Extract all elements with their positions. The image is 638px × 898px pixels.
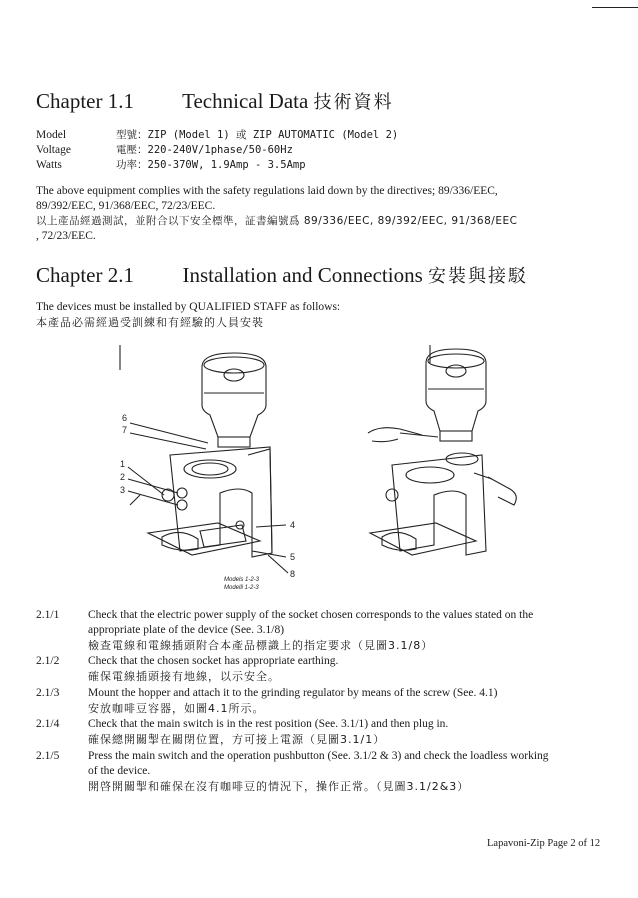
compliance-line-cn: , 72/23/EEC. [36,230,96,242]
step-text: Check that the main switch is in the rest position (See. 3.1/1) and then plug in. [88,718,449,730]
compliance-line-cn: 以上產品經過測試，並附合以下安全標準，証書編號爲 89/336/EEC, 89/392/EEC, 91/368/EEC [36,215,518,227]
spec-value: 電壓：220-240V/1phase/50-60Hz [116,144,293,156]
spec-row-voltage [36,143,398,158]
step-text-cn: 開啓開關掣和確保在沒有咖啡豆的情況下，操作正常。（見圖3.1/2&3） [88,780,470,793]
step-text: of the device. [88,765,151,777]
spec-row-model [36,128,398,143]
spec-value: 型號：ZIP (Model 1) 或 ZIP AUTOMATIC (Model 2) [116,129,399,141]
callout-label: 3 [120,485,126,495]
step-number: 2.1/5 [36,750,60,762]
chapter-2-title-cn: 安裝與接駁 [428,266,529,287]
step-number: 2.1/4 [36,718,60,730]
step-text: Press the main switch and the operation pushbutton (See. 3.1/2 & 3) and check the loadless working [88,750,549,762]
chapter-1-heading [36,88,394,114]
chapter-1-title: Technical Data [182,89,309,113]
spec-label: Model [36,129,67,141]
spec-row-watts [36,158,398,173]
callout-label: 6 [122,413,128,423]
spec-label: Watts [36,159,62,171]
callout-label: 2 [120,472,126,482]
chapter-2-intro [36,300,340,330]
step-text-cn: 確保電線插頭接有地線，以示安全。 [88,670,280,683]
spec-label: Voltage [36,144,71,156]
grinder-right-illustration [368,345,516,555]
intro-line: The devices must be installed by QUALIFIED STAFF as follows: [36,301,341,313]
compliance-line: The above equipment complies with the safety regulations laid down by the directives; 89/336/EEC, [36,185,498,197]
grinder-figure [100,345,540,595]
callout-label: 8 [290,569,296,579]
intro-line-cn: 本產品必需經過受訓練和有經驗的人員安裝 [36,316,264,329]
top-rule [592,7,638,8]
figure-caption: Models 1-2-3 [224,577,260,583]
spec-value: 功率：250-370W, 1.9Amp - 3.5Amp [116,159,306,171]
chapter-2-number: Chapter 2.1 [36,263,134,287]
page-footer: Lapavoni-Zip Page 2 of 12 [487,838,601,849]
chapter-1-number: Chapter 1.1 [36,89,134,113]
chapter-2-heading [36,262,528,288]
step-text-cn: 確保總開關掣在關閉位置，方可接上電源（見圖3.1/1） [88,733,386,746]
callout-label: 1 [120,459,126,469]
step-text-cn: 安放咖啡豆容器，如圖4.1所示。 [88,702,265,715]
callout-label: 5 [290,552,296,562]
chapter-1-title-cn: 技術資料 [313,92,394,113]
step-text: Check that the electric power supply of the socket chosen corresponds to the values stated on the [88,609,534,621]
compliance-line: 89/392/EEC, 91/368/EEC, 72/23/EEC. [36,200,216,212]
callout-label: 7 [122,425,128,435]
step-text: Check that the chosen socket has appropriate earthing. [88,655,339,667]
compliance-paragraph [36,184,517,244]
step-number: 2.1/2 [36,655,60,667]
grinder-left-illustration [120,345,272,557]
callout-label: 4 [290,520,296,530]
step-text-cn: 檢查電線和電線插頭附合本產品標識上的指定要求（見圖3.1/8） [88,639,434,652]
figure-caption: Modelli 1-2-3 [224,585,259,591]
spec-list [36,128,398,173]
step-number: 2.1/3 [36,687,60,699]
step-number: 2.1/1 [36,609,60,621]
step-text: appropriate plate of the device (See. 3.1/8) [88,624,285,636]
step-text: Mount the hopper and attach it to the grinding regulator by means of the screw (See. 4.1) [88,687,498,699]
chapter-2-title: Installation and Connections [182,263,423,287]
